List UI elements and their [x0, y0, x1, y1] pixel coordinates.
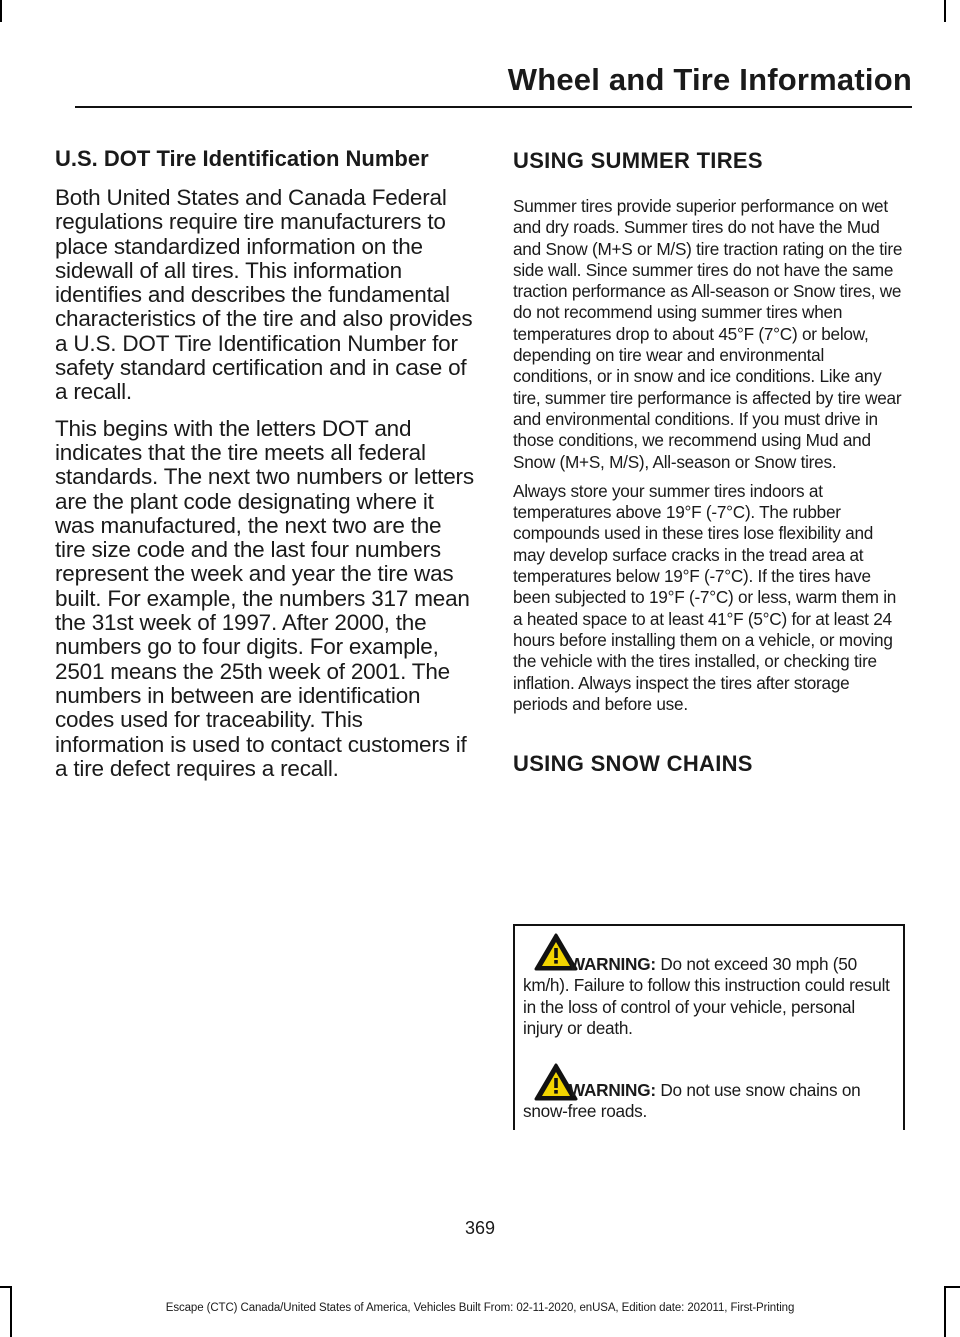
warning-item — [523, 954, 897, 1039]
dot-tin-paragraph: Both United States and Canada Federal regulations require tire manufacturers to place standardized information on the sidewall of all tires. This information identifies and describes the fundamental characteristics of the tire and also provides a U.S. DOT Tire Identification Number for safety standard certification and in case of a recall. — [55, 185, 473, 405]
snow-chains-heading: USING SNOW CHAINS — [513, 751, 753, 777]
crop-mark — [0, 1286, 12, 1288]
crop-mark — [944, 1286, 960, 1288]
header-divider — [75, 106, 912, 108]
crop-mark — [0, 0, 2, 22]
left-column — [55, 146, 475, 793]
summer-tires-paragraph: Always store your summer tires indoors at temperatures above 19°F (-7°C). The rubber compounds used in these tires lose flexibility and may develop surface cracks in the tread area at temperatures below 19°F (-7°C). If the tires have been subjected to 19°F (-7°C) or less, warm them in a heated space to at least 41°F (5°C) for at least 24 hours before installing them on a vehicle, or moving the vehicle with the tires installed, or checking tire inflation. Always inspect the tires after storage periods and before use. — [513, 480, 897, 714]
right-column — [513, 146, 907, 799]
page-title: Wheel and Tire Information — [507, 62, 912, 97]
page-number: 369 — [464, 1218, 496, 1238]
summer-tires-paragraph: Summer tires provide superior performance on wet and dry roads. Summer tires do not have the Mud and Snow (M+S or M/S) tire traction rating on the tire side wall. Since summer tires do not have the same traction performance as All-season or Snow tires, we do not recommend using summer tires when temperatures drop to about 45°F (7°C) or below, depending on tire wear and environmental conditions, or in snow and ice conditions. Like any tire, summer tire performance is affected by tire wear and environmental conditions. If you must drive in those conditions, we recommend using Mud and Snow (M+S, M/S), All-season or Snow tires. — [513, 196, 903, 472]
summer-tires-heading: USING SUMMER TIRES — [513, 148, 763, 173]
dot-tin-paragraph: This begins with the letters DOT and indicates that the tire meets all federal standards. The next two numbers or letters are the plant code designating where it was manufactured, the next two are the tire size code and the last four numbers represent the week and year the tire was built. For example, the numbers 317 mean the 31st week of 1997. After 2000, the numbers go to four digits. For example, 2501 means the 25th week of 2001. The numbers in between are identification codes used for traceability. This information is used to contact customers if a tire defect requires a recall. — [55, 415, 474, 781]
warning-label: WARNING: — [569, 954, 656, 974]
page-header — [75, 60, 912, 106]
warning-text: Do not exceed 30 mph (50 km/h). Failure to follow this instruction could result in the loss of control of your vehicle, personal injury or death. — [523, 954, 890, 1038]
crop-mark — [944, 0, 946, 22]
warning-box — [513, 924, 905, 1130]
dot-tin-heading: U.S. DOT Tire Identification Number — [55, 146, 429, 171]
warning-item — [523, 1080, 897, 1123]
edition-footer: Escape (CTC) Canada/United States of America, Vehicles Built From: 02-11-2020, enUSA, Edition date: 202011, First-Printing — [165, 1302, 795, 1314]
warning-text: Do not use snow chains on snow-free roads. — [523, 1080, 861, 1122]
warning-label: WARNING: — [569, 1080, 656, 1100]
